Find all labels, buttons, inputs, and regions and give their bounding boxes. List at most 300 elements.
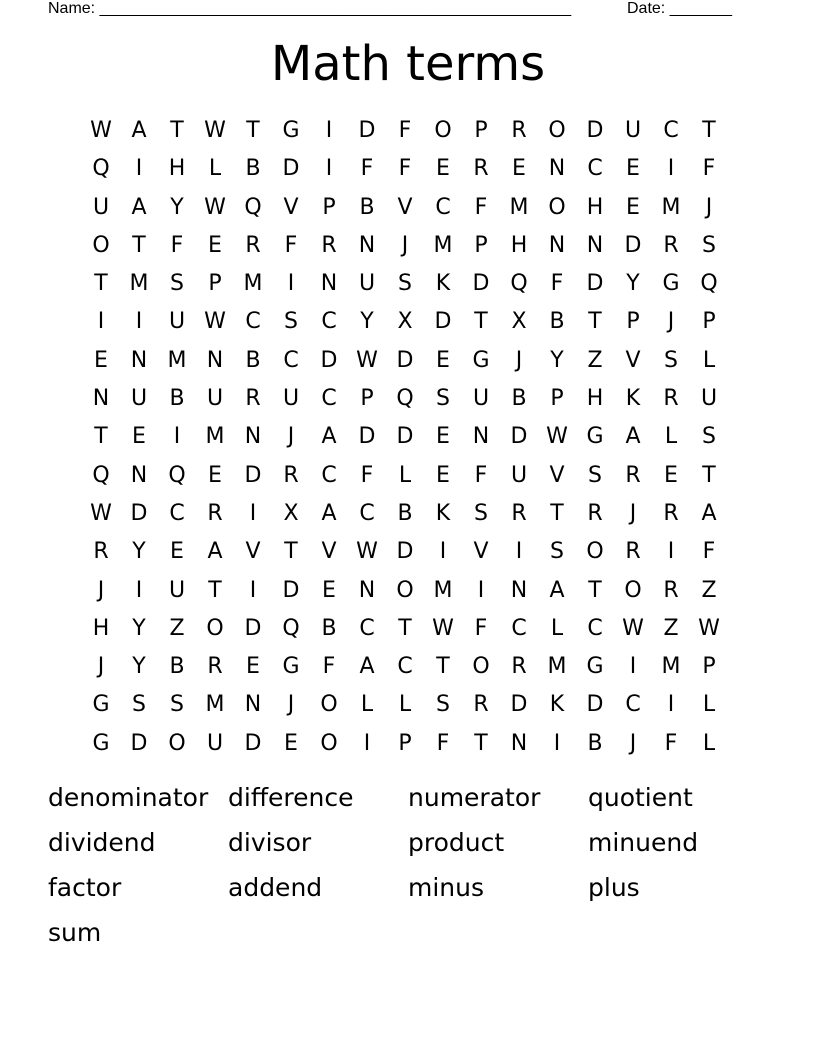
grid-letter: S: [702, 424, 716, 450]
grid-letter: U: [472, 386, 490, 412]
grid-letter: B: [169, 654, 185, 680]
grid-letter: U: [282, 386, 300, 412]
page-title: Math terms: [270, 36, 546, 92]
grid-letter: J: [629, 500, 637, 526]
word-bank-item: dividend: [48, 828, 156, 857]
grid-letter: J: [287, 424, 295, 450]
grid-letter: R: [207, 654, 223, 680]
grid-letter: G: [92, 692, 110, 718]
grid-letter: E: [208, 462, 222, 488]
grid-letter: R: [93, 539, 109, 565]
grid-letter: I: [325, 156, 333, 182]
grid-letter: O: [624, 577, 642, 603]
grid-letter: R: [663, 577, 679, 603]
grid-letter: V: [625, 347, 641, 373]
grid-letter: E: [132, 424, 146, 450]
grid-letter: P: [474, 118, 488, 143]
word-bank-item: minus: [408, 873, 485, 902]
grid-letter: B: [321, 615, 337, 641]
grid-letter: B: [511, 386, 527, 412]
grid-letter: I: [135, 577, 143, 603]
grid-letter: Y: [170, 194, 184, 220]
grid-letter: G: [586, 654, 604, 680]
grid-letter: S: [588, 462, 602, 488]
grid-letter: A: [207, 539, 223, 565]
grid-letter: E: [512, 156, 526, 182]
grid-row: [82, 725, 728, 763]
grid-letter: H: [92, 615, 110, 641]
word-bank-item: difference: [228, 783, 354, 812]
grid-letter: T: [702, 462, 716, 488]
grid-letter: R: [283, 462, 299, 488]
grid-letter: U: [206, 386, 224, 412]
grid-letter: R: [245, 232, 261, 258]
word-bank-item: numerator: [408, 783, 541, 812]
grid-letter: P: [208, 271, 222, 297]
grid-letter: E: [94, 347, 108, 373]
grid-letter: S: [702, 232, 716, 258]
grid-letter: S: [436, 692, 450, 718]
grid-letter: I: [173, 424, 181, 450]
grid-letter: D: [586, 692, 604, 718]
grid-row: [82, 533, 728, 571]
grid-letter: D: [396, 347, 414, 373]
grid-letter: E: [436, 347, 450, 373]
grid-letter: Q: [396, 386, 414, 412]
grid-letter: V: [245, 539, 261, 565]
grid-letter: J: [629, 730, 637, 756]
grid-letter: I: [97, 309, 105, 335]
grid-letter: N: [320, 271, 338, 297]
letter-grid: [82, 112, 728, 763]
grid-letter: N: [92, 386, 110, 412]
grid-letter: U: [700, 386, 718, 412]
grid-letter: P: [474, 232, 488, 258]
grid-row: [82, 648, 728, 686]
grid-letter: E: [170, 539, 184, 565]
grid-letter: K: [625, 386, 641, 412]
grid-letter: W: [204, 309, 226, 335]
grid-letter: Q: [510, 271, 528, 297]
grid-letter: U: [130, 386, 148, 412]
grid-letter: L: [702, 347, 716, 373]
grid-letter: O: [320, 692, 338, 718]
grid-letter: T: [588, 577, 602, 603]
grid-letter: I: [249, 577, 257, 603]
grid-letter: C: [359, 615, 375, 641]
grid-letter: F: [436, 730, 450, 756]
grid-letter: C: [321, 386, 337, 412]
grid-letter: O: [472, 654, 490, 680]
grid-letter: R: [473, 156, 489, 182]
grid-letter: C: [283, 347, 299, 373]
grid-letter: U: [358, 271, 376, 297]
grid-letter: K: [549, 692, 565, 718]
grid-letter: P: [702, 309, 716, 335]
grid-letter: M: [167, 347, 187, 373]
grid-letter: I: [135, 309, 143, 335]
grid-letter: A: [321, 424, 337, 450]
grid-letter: L: [702, 730, 716, 756]
grid-letter: M: [205, 692, 225, 718]
grid-letter: M: [205, 424, 225, 450]
grid-letter: R: [663, 232, 679, 258]
grid-letter: C: [511, 615, 527, 641]
grid-letter: I: [477, 577, 485, 603]
name-field-line: Name: _____________________________________________________: [48, 0, 572, 17]
grid-letter: Z: [663, 615, 679, 641]
grid-letter: I: [629, 654, 637, 680]
grid-letter: X: [283, 500, 299, 526]
grid-row: [82, 380, 728, 418]
grid-letter: Q: [282, 615, 300, 641]
grid-letter: E: [246, 654, 260, 680]
grid-letter: S: [664, 347, 678, 373]
grid-letter: D: [358, 118, 376, 143]
grid-letter: S: [474, 500, 488, 526]
grid-letter: O: [548, 194, 566, 220]
grid-letter: R: [625, 462, 641, 488]
grid-letter: X: [511, 309, 527, 335]
grid-letter: S: [170, 692, 184, 718]
grid-letter: F: [702, 539, 716, 565]
grid-letter: L: [360, 692, 374, 718]
grid-letter: S: [550, 539, 564, 565]
grid-letter: I: [553, 730, 561, 756]
grid-row: [82, 112, 728, 150]
grid-letter: V: [473, 539, 489, 565]
grid-letter: N: [548, 156, 566, 182]
grid-letter: D: [586, 118, 604, 143]
grid-letter: J: [97, 577, 105, 603]
grid-letter: D: [244, 462, 262, 488]
grid-letter: I: [249, 500, 257, 526]
grid-letter: N: [130, 347, 148, 373]
grid-letter: O: [586, 539, 604, 565]
grid-letter: D: [244, 615, 262, 641]
grid-letter: M: [129, 271, 149, 297]
grid-letter: B: [245, 347, 261, 373]
grid-letter: G: [662, 271, 680, 297]
grid-letter: P: [360, 386, 374, 412]
grid-letter: T: [702, 118, 716, 143]
grid-letter: O: [396, 577, 414, 603]
grid-letter: C: [587, 615, 603, 641]
grid-letter: C: [359, 500, 375, 526]
grid-letter: J: [667, 309, 675, 335]
grid-letter: D: [434, 309, 452, 335]
grid-letter: D: [586, 271, 604, 297]
grid-letter: T: [398, 615, 412, 641]
grid-letter: O: [320, 730, 338, 756]
grid-letter: N: [244, 424, 262, 450]
grid-letter: R: [245, 386, 261, 412]
word-bank-item: minuend: [588, 828, 699, 857]
grid-letter: A: [359, 654, 375, 680]
grid-row: [82, 686, 728, 724]
grid-letter: S: [132, 692, 146, 718]
grid-row: [82, 189, 728, 227]
grid-letter: P: [398, 730, 412, 756]
grid-letter: R: [511, 654, 527, 680]
grid-letter: W: [356, 347, 378, 373]
grid-letter: Q: [700, 271, 718, 297]
grid-letter: L: [664, 424, 678, 450]
grid-letter: W: [622, 615, 644, 641]
grid-letter: E: [664, 462, 678, 488]
grid-letter: U: [168, 309, 186, 335]
grid-letter: A: [131, 118, 147, 143]
grid-letter: Z: [169, 615, 185, 641]
grid-letter: D: [244, 730, 262, 756]
grid-letter: A: [701, 500, 717, 526]
grid-letter: C: [321, 309, 337, 335]
grid-letter: T: [208, 577, 222, 603]
grid-letter: U: [168, 577, 186, 603]
grid-letter: D: [282, 577, 300, 603]
grid-letter: T: [170, 118, 184, 143]
grid-letter: E: [436, 462, 450, 488]
grid-letter: B: [587, 730, 603, 756]
grid-letter: C: [169, 500, 185, 526]
grid-letter: T: [132, 232, 146, 258]
grid-letter: E: [626, 194, 640, 220]
grid-letter: F: [474, 194, 488, 220]
grid-letter: T: [246, 118, 260, 143]
grid-letter: E: [436, 156, 450, 182]
grid-letter: Q: [244, 194, 262, 220]
grid-letter: P: [322, 194, 336, 220]
grid-letter: W: [546, 424, 568, 450]
grid-letter: N: [548, 232, 566, 258]
grid-letter: P: [702, 654, 716, 680]
grid-letter: Y: [626, 271, 640, 297]
grid-letter: G: [282, 118, 300, 143]
grid-letter: F: [360, 156, 374, 182]
grid-letter: Q: [168, 462, 186, 488]
grid-letter: F: [474, 462, 488, 488]
grid-letter: N: [472, 424, 490, 450]
grid-letter: Y: [132, 654, 146, 680]
grid-letter: U: [92, 194, 110, 220]
word-bank-item: factor: [48, 873, 122, 902]
grid-letter: H: [586, 386, 604, 412]
grid-letter: G: [282, 654, 300, 680]
grid-letter: L: [398, 462, 412, 488]
grid-letter: G: [472, 347, 490, 373]
grid-letter: J: [97, 654, 105, 680]
grid-row: [82, 303, 728, 341]
grid-letter: E: [626, 156, 640, 182]
grid-row: [82, 495, 728, 533]
grid-letter: O: [206, 615, 224, 641]
grid-letter: F: [284, 232, 298, 258]
grid-letter: B: [245, 156, 261, 182]
grid-letter: L: [208, 156, 222, 182]
grid-letter: C: [587, 156, 603, 182]
grid-letter: H: [168, 156, 186, 182]
grid-letter: C: [625, 692, 641, 718]
grid-letter: E: [208, 232, 222, 258]
grid-letter: R: [321, 232, 337, 258]
grid-letter: T: [474, 309, 488, 335]
grid-letter: R: [207, 500, 223, 526]
grid-row: [82, 457, 728, 495]
grid-letter: R: [663, 386, 679, 412]
grid-letter: T: [588, 309, 602, 335]
grid-letter: W: [204, 194, 226, 220]
grid-letter: P: [626, 309, 640, 335]
grid-letter: D: [282, 156, 300, 182]
grid-letter: L: [550, 615, 564, 641]
grid-letter: W: [356, 539, 378, 565]
grid-letter: F: [360, 462, 374, 488]
grid-letter: C: [663, 118, 679, 143]
grid-letter: F: [474, 615, 488, 641]
grid-letter: N: [206, 347, 224, 373]
grid-letter: N: [510, 577, 528, 603]
grid-letter: I: [667, 539, 675, 565]
grid-letter: D: [472, 271, 490, 297]
grid-letter: R: [663, 500, 679, 526]
grid-letter: Q: [92, 462, 110, 488]
grid-letter: C: [245, 309, 261, 335]
grid-letter: D: [510, 692, 528, 718]
grid-letter: T: [94, 424, 108, 450]
grid-letter: S: [284, 309, 298, 335]
grid-letter: E: [322, 577, 336, 603]
grid-letter: W: [90, 500, 112, 526]
grid-letter: A: [549, 577, 565, 603]
grid-letter: D: [130, 500, 148, 526]
grid-letter: I: [135, 156, 143, 182]
grid-letter: C: [321, 462, 337, 488]
grid-letter: M: [661, 194, 681, 220]
grid-letter: R: [625, 539, 641, 565]
grid-letter: M: [547, 654, 567, 680]
word-bank: [48, 778, 768, 958]
grid-letter: J: [401, 232, 409, 258]
grid-letter: N: [586, 232, 604, 258]
grid-letter: C: [435, 194, 451, 220]
grid-letter: U: [206, 730, 224, 756]
grid-letter: D: [358, 424, 376, 450]
grid-letter: X: [397, 309, 413, 335]
grid-letter: G: [586, 424, 604, 450]
grid-letter: N: [510, 730, 528, 756]
grid-letter: J: [515, 347, 523, 373]
word-bank-item: plus: [588, 873, 640, 902]
grid-letter: Y: [132, 615, 146, 641]
date-field-line: Date: _______: [627, 0, 732, 17]
grid-letter: B: [549, 309, 565, 335]
grid-row: [82, 150, 728, 188]
grid-letter: R: [511, 118, 527, 143]
grid-letter: F: [170, 232, 184, 258]
grid-letter: O: [92, 232, 110, 258]
grid-letter: I: [325, 118, 333, 143]
grid-letter: Y: [360, 309, 374, 335]
grid-letter: V: [283, 194, 299, 220]
grid-letter: O: [434, 118, 452, 143]
grid-row: [82, 418, 728, 456]
grid-letter: N: [130, 462, 148, 488]
grid-letter: N: [358, 577, 376, 603]
grid-letter: V: [549, 462, 565, 488]
grid-letter: E: [284, 730, 298, 756]
grid-letter: I: [363, 730, 371, 756]
grid-letter: S: [398, 271, 412, 297]
grid-letter: W: [698, 615, 720, 641]
grid-letter: R: [511, 500, 527, 526]
grid-letter: M: [509, 194, 529, 220]
grid-letter: N: [358, 232, 376, 258]
word-bank-item: divisor: [228, 828, 312, 857]
grid-letter: D: [510, 424, 528, 450]
grid-letter: B: [397, 500, 413, 526]
grid-letter: Q: [92, 156, 110, 182]
grid-letter: U: [624, 118, 642, 143]
grid-letter: Z: [587, 347, 603, 373]
grid-row: [82, 572, 728, 610]
grid-row: [82, 610, 728, 648]
grid-letter: H: [510, 232, 528, 258]
grid-letter: K: [435, 500, 451, 526]
grid-letter: B: [169, 386, 185, 412]
grid-letter: N: [244, 692, 262, 718]
grid-letter: Y: [132, 539, 146, 565]
grid-letter: K: [435, 271, 451, 297]
grid-letter: T: [284, 539, 298, 565]
grid-letter: T: [94, 271, 108, 297]
grid-row: [82, 227, 728, 265]
grid-letter: F: [550, 271, 564, 297]
grid-letter: M: [433, 232, 453, 258]
grid-letter: J: [705, 194, 713, 220]
grid-letter: I: [287, 271, 295, 297]
grid-letter: I: [667, 692, 675, 718]
grid-letter: R: [473, 692, 489, 718]
grid-letter: F: [322, 654, 336, 680]
grid-letter: F: [702, 156, 716, 182]
grid-letter: F: [398, 156, 412, 182]
grid-letter: M: [433, 577, 453, 603]
grid-letter: T: [474, 730, 488, 756]
grid-letter: A: [321, 500, 337, 526]
grid-letter: C: [397, 654, 413, 680]
grid-letter: O: [548, 118, 566, 143]
grid-letter: D: [320, 347, 338, 373]
grid-letter: B: [359, 194, 375, 220]
grid-letter: M: [661, 654, 681, 680]
grid-letter: I: [667, 156, 675, 182]
grid-letter: Z: [701, 577, 717, 603]
grid-letter: G: [92, 730, 110, 756]
grid-letter: O: [168, 730, 186, 756]
grid-letter: V: [321, 539, 337, 565]
grid-letter: W: [432, 615, 454, 641]
grid-letter: R: [587, 500, 603, 526]
grid-letter: T: [436, 654, 450, 680]
grid-letter: L: [398, 692, 412, 718]
grid-letter: S: [170, 271, 184, 297]
grid-letter: P: [550, 386, 564, 412]
grid-letter: T: [550, 500, 564, 526]
grid-letter: F: [664, 730, 678, 756]
grid-letter: V: [397, 194, 413, 220]
grid-letter: Y: [550, 347, 564, 373]
grid-row: [82, 342, 728, 380]
